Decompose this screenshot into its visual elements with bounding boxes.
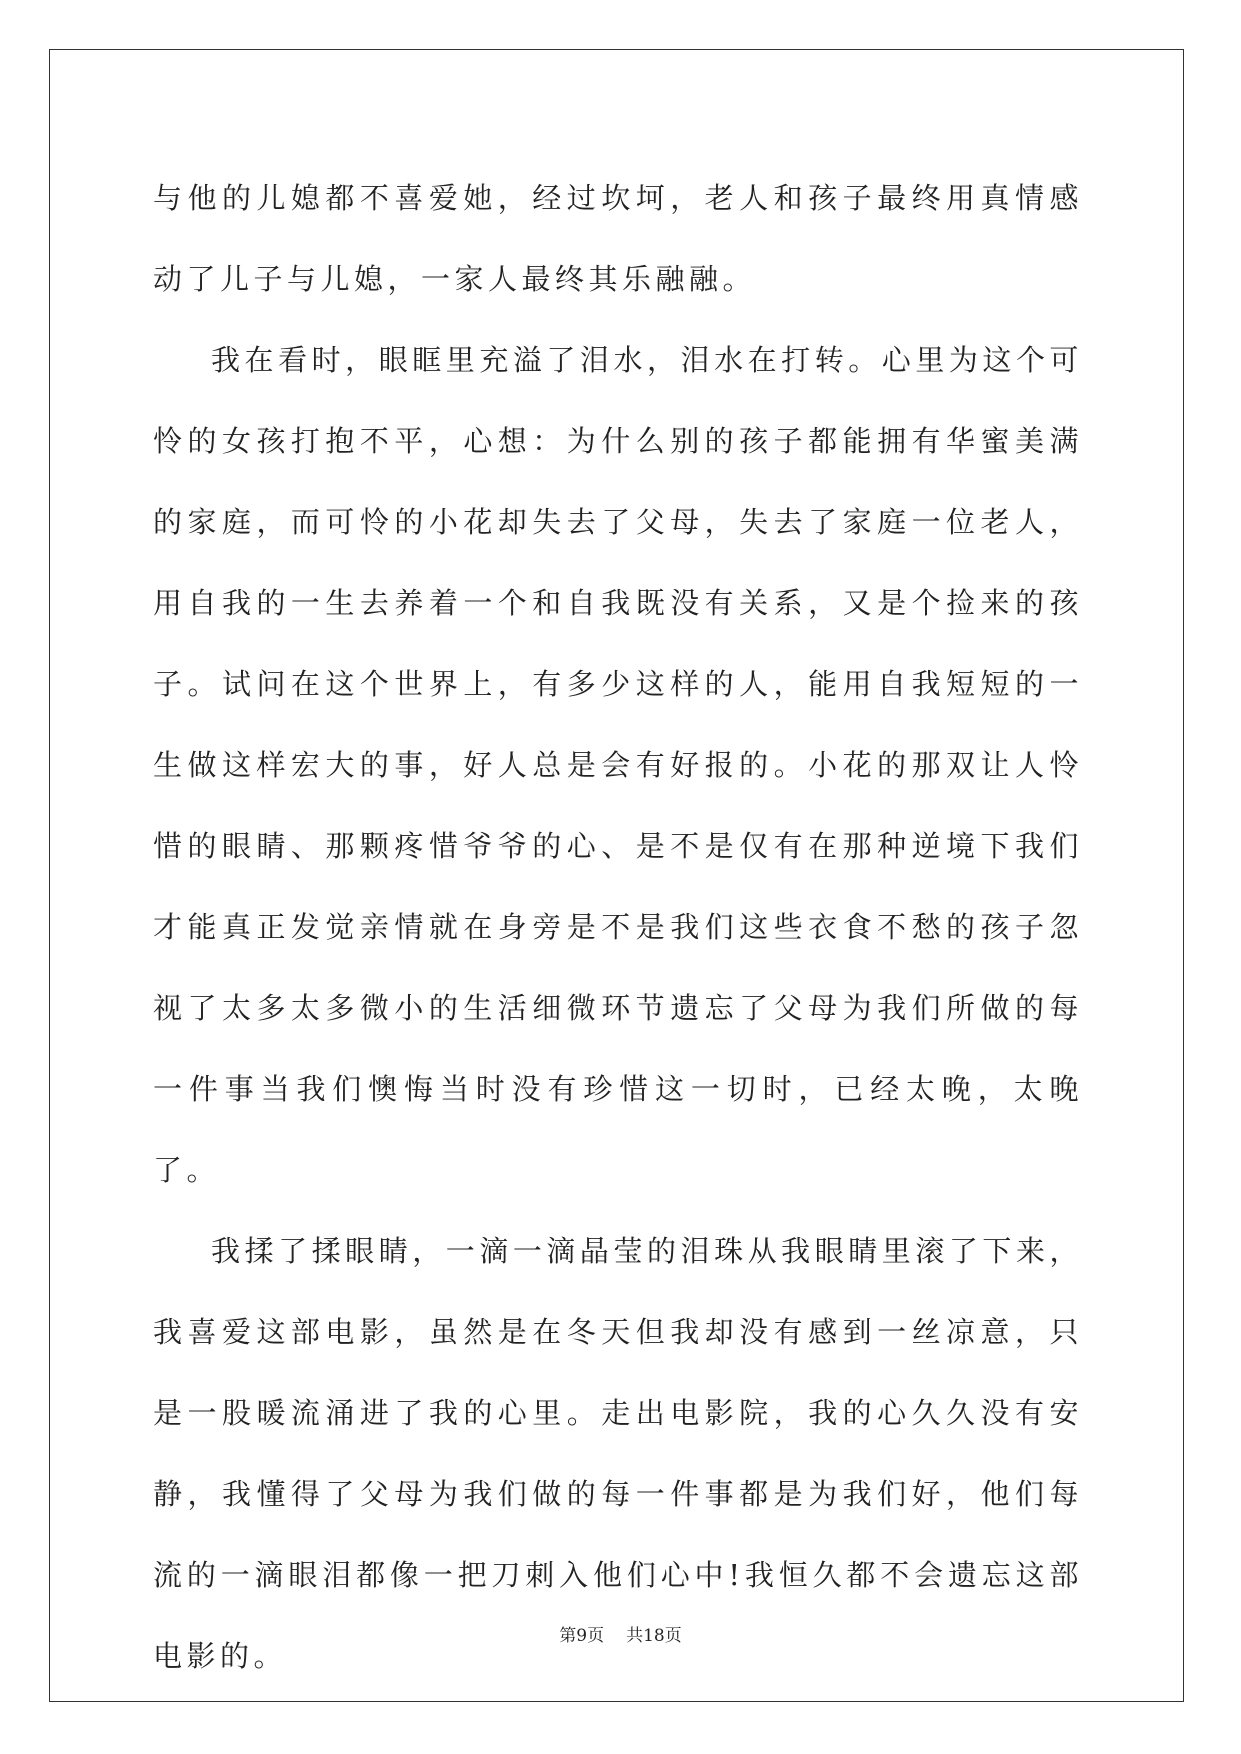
page-number: 第9页 [559,1626,605,1646]
paragraph: 我在看时，眼眶里充溢了泪水，泪水在打转。心里为这个可怜的女孩打抱不平，心想：为什么别的孩子都能拥有华蜜美满的家庭，而可怜的小花却失去了父母，失去了家庭一位老人，用自我的一生去养着一个和自我既没有关系，又是个捡来的孩子。试问在这个世界上，有多少这样的人，能用自我短短的一生做这样宏大的事，好人总是会有好报的。小花的那双让人怜惜的眼睛、那颗疼惜爷爷的心、是不是仅有在那种逆境下我们才能真正发觉亲情就在身旁是不是我们这些衣食不愁的孩子忽视了太多太多微小的生活细微环节遗忘了父母为我们所做的每一件事当我们懊悔当时没有珍惜这一切时，已经太晚，太晚了。 [153,343,1083,1187]
paragraph: 与他的儿媳都不喜爱她，经过坎坷，老人和孩子最终用真情感动了儿子与儿媳，一家人最终其乐融融。 [153,181,1083,296]
page-footer [0,1621,1241,1646]
document-body [153,158,1083,1697]
page-total: 共18页 [626,1626,682,1646]
paragraph: 我揉了揉眼睛，一滴一滴晶莹的泪珠从我眼睛里滚了下来，我喜爱这部电影，虽然是在冬天但我却没有感到一丝凉意，只是一股暖流涌进了我的心里。走出电影院，我的心久久没有安静，我懂得了父母为我们做的每一件事都是为我们好，他们每流的一滴眼泪都像一把刀刺入他们心中!我恒久都不会遗忘这部电影的。 [153,1234,1083,1673]
